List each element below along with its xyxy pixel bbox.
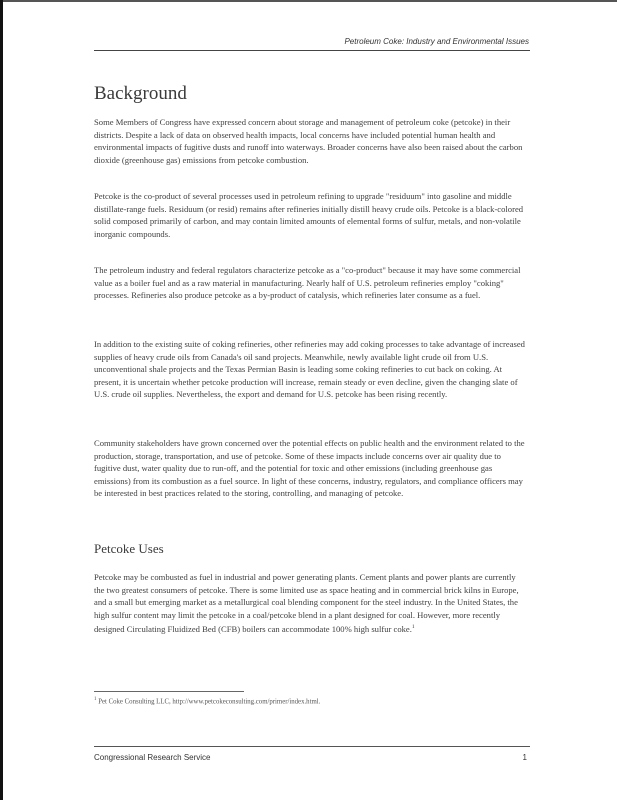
footnote-number: 1 xyxy=(94,697,97,702)
petcoke-uses-text: Petcoke may be combusted as fuel in industrial and power generating plants. Cement plants and power plants are currently the two greatest consumers of petcoke. There is some limited use as space heating and in commercial brick kilns in Europe, and a small but emerging market as a metallurgical coal blending component for the steel industry. In the United States, the high sulfur content may limit the petcoke in a coal/petcoke blend in a plant designed for coal. However, more recently designed Circulating Fluidized Bed (CFB) boilers can accommodate 100% high sulfur coke. xyxy=(94,572,519,635)
background-paragraph-2: Petcoke is the co-product of several processes used in petroleum refining to upgrade "residuum" into gasoline and middle distillate-range fuels. Residuum (or resid) remains after refineries initially distill heavy crude oils. Petcoke is a black-colored solid composed primarily of carbon, and may contain limited amounts of elemental forms of sulfur, metals, and non-volatile inorganic compounds. xyxy=(94,191,524,239)
footnote xyxy=(94,697,320,705)
footnote-reference[interactable]: 1 xyxy=(411,624,415,631)
scan-left-edge xyxy=(0,0,3,800)
petcoke-uses-heading: Petcoke Uses xyxy=(94,541,164,556)
running-header-title: Petroleum Coke: Industry and Environmental Issues xyxy=(344,37,529,46)
petcoke-uses-paragraph xyxy=(94,571,528,636)
background-paragraph-1: Some Members of Congress have expressed concern about storage and management of petroleum coke (petcoke) in their districts. Despite a lack of data on observed health impacts, local concerns have included potential human health and environmental impacts of fugitive dusts and runoff into waterways. Broader concerns have also been raised about the carbon dioxide (greenhouse gas) emissions from petcoke combustion. xyxy=(94,117,523,165)
page-number: 1 xyxy=(522,753,527,762)
header-rule xyxy=(94,50,530,51)
footer-organization: Congressional Research Service xyxy=(94,753,211,762)
background-paragraph-4: In addition to the existing suite of coking refineries, other refineries may add coking processes to take advantage of increased supplies of heavy crude oils from Canada's oil sand projects. Meanwhile, newly available light crude oil from U.S. unconventional shale projects and the Texas Permian Basin is leading some coking refineries to cut back on coking. At present, it is uncertain whether petcoke production will increase, remain steady or even decline, given the changing slate of U.S. crude oil supplies. Nevertheless, the export and demand for U.S. petcoke has been rising recently. xyxy=(94,339,525,400)
background-paragraph-3: The petroleum industry and federal regulators characterize petcoke as a "co-product" because it may have some commercial value as a boiler fuel and as a raw material in manufacturing. Nearly half of U.S. petroleum refineries employ "coking" processes. Refineries also produce petcoke as a by-product of catalysis, which refineries later consume as a fuel. xyxy=(94,265,521,301)
footer-rule xyxy=(94,746,530,747)
background-paragraph-5: Community stakeholders have grown concerned over the potential effects on public health and the environment related to the production, storage, transportation, and use of petcoke. Some of these impacts include concerns over air quality due to fugitive dust, water quality due to run-off, and the potential for toxic and other emissions (including greenhouse gas emissions) from its combustion as a fuel source. In light of these concerns, industry, regulators, and compliance officers may be interested in best practices related to the storing, controlling, and managing of petcoke. xyxy=(94,438,525,499)
footnote-text: Pet Coke Consulting LLC, http://www.petcokeconsulting.com/primer/index.html. xyxy=(98,698,321,706)
background-heading: Background xyxy=(94,83,187,104)
footnote-rule xyxy=(94,691,244,692)
scan-top-edge xyxy=(0,0,617,2)
